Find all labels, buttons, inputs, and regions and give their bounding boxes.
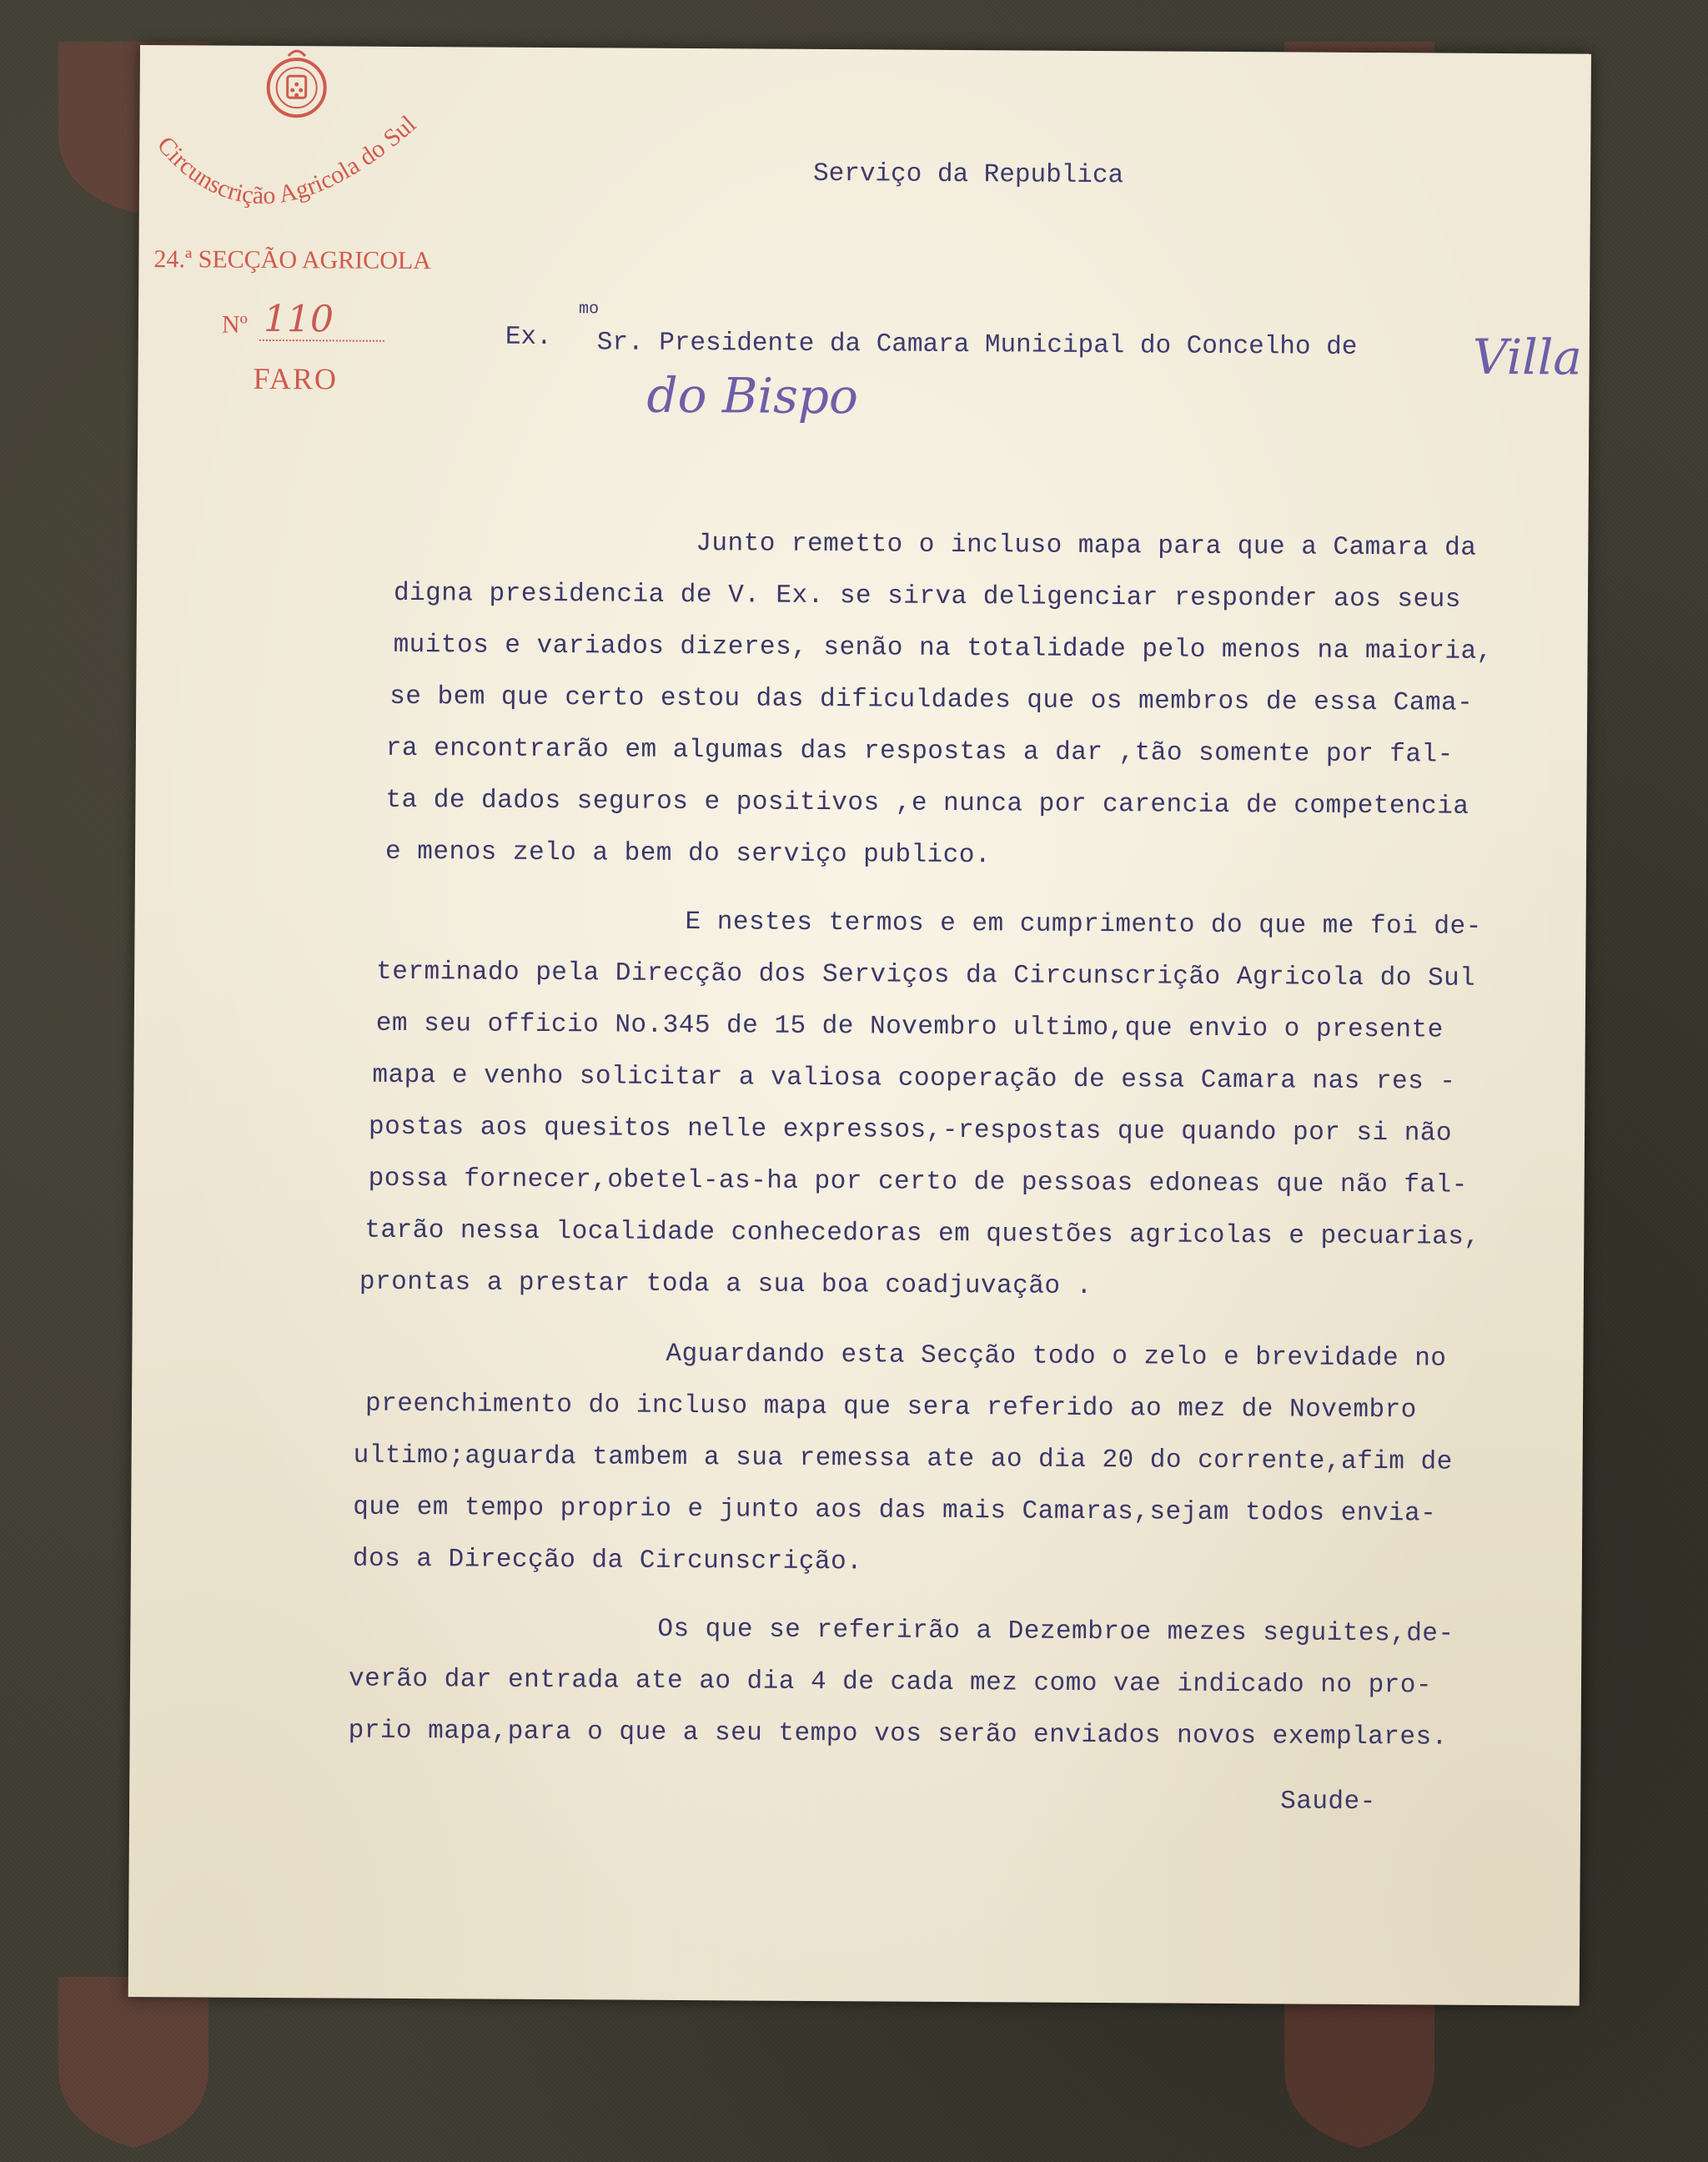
body-line: e menos zelo a bem do serviço publico. (384, 837, 992, 871)
body-line: prontas a prestar toda a sua boa coadjuvação . (359, 1267, 1093, 1302)
body-line: Os que se referirão a Dezembroe mezes seguites,de- (657, 1614, 1454, 1649)
body-line: que em tempo proprio e junto aos das mais Camaras,sejam todos envia- (353, 1492, 1437, 1529)
stamp-number-value: 110 (263, 297, 334, 341)
salutation-prefix: Ex. (505, 322, 552, 353)
salutation-superscript: mo (579, 299, 600, 319)
body-line: postas aos quesitos nelle expressos,-respostas que quando por si não (368, 1112, 1453, 1149)
stamp-section: 24.ª SECÇÃO AGRICOLA (153, 245, 432, 275)
body-line: Junto remetto o incluso mapa para que a Camara da (696, 529, 1477, 563)
body-line: se bem que certo estou das dificuldades que os membros de essa Cama- (389, 681, 1474, 718)
agency-stamp (138, 45, 524, 415)
body-line: terminado pela Direcção dos Serviços da Circunscrição Agricola do Sul (376, 957, 1476, 993)
stamp-number-prefix: Nº (221, 310, 249, 339)
stamp-arc-text: Circunscrição Agricola do Sul (151, 110, 422, 210)
body-line: E nestes termos e em cumprimento do que me foi de- (685, 908, 1482, 942)
salutation-text: Sr. Presidente da Camara Municipal do Concelho de (596, 328, 1358, 362)
body-line: Aguardando esta Secção todo o zelo e brevidade no (666, 1339, 1447, 1374)
stamp-number-underline (259, 339, 384, 342)
body-line: ta de dados seguros e positivos ,e nunca por carencia de competencia (385, 785, 1469, 822)
body-line: ultimo;aguarda tambem a sua remessa ate ao dia 20 do corrente,afim de (353, 1440, 1453, 1477)
svg-text:Circunscrição Agricola do Sul (152, 108, 422, 210)
body-line: mapa e venho solicitar a valiosa cooperação de essa Camara nas res - (372, 1060, 1456, 1097)
closing-salutation: Saude- (1280, 1787, 1376, 1818)
body-line: em seu officio No.345 de 15 de Novembro ultimo,que envio o presente (375, 1008, 1444, 1045)
stamp-city: FARO (253, 361, 339, 396)
body-line: verão dar entrada ate ao dia 4 de cada mez como vae indicado no pro- (348, 1664, 1433, 1701)
body-line: tarão nessa localidade conhecedoras em questões agricolas e pecuarias, (364, 1215, 1480, 1252)
letter-page (128, 45, 1591, 2006)
service-heading: Serviço da Republica (812, 158, 1124, 191)
body-line: preenchimento do incluso mapa que sera referido ao mez de Novembro (364, 1389, 1417, 1425)
body-line: muitos e variados dizeres, senão na totalidade pelo menos na maioria, (393, 630, 1493, 666)
handwritten-town-part2: do Bispo (646, 366, 859, 425)
body-line: possa fornecer,obetel-as-ha por certo de pessoas edoneas que não fal- (368, 1164, 1468, 1200)
handwritten-town-part1: Villa (1472, 328, 1583, 386)
stamp-number-label (222, 311, 248, 339)
body-line: ra encontrarão em algumas das respostas a dar ,tão somente por fal- (385, 733, 1454, 770)
body-line: dos a Direcção da Circunscrição. (352, 1544, 863, 1577)
body-line: digna presidencia de V. Ex. se sirva deligenciar responder aos seus (393, 578, 1461, 615)
body-line: prio mapa,para o que a seu tempo vos serão enviados novos exemplares. (348, 1716, 1448, 1752)
